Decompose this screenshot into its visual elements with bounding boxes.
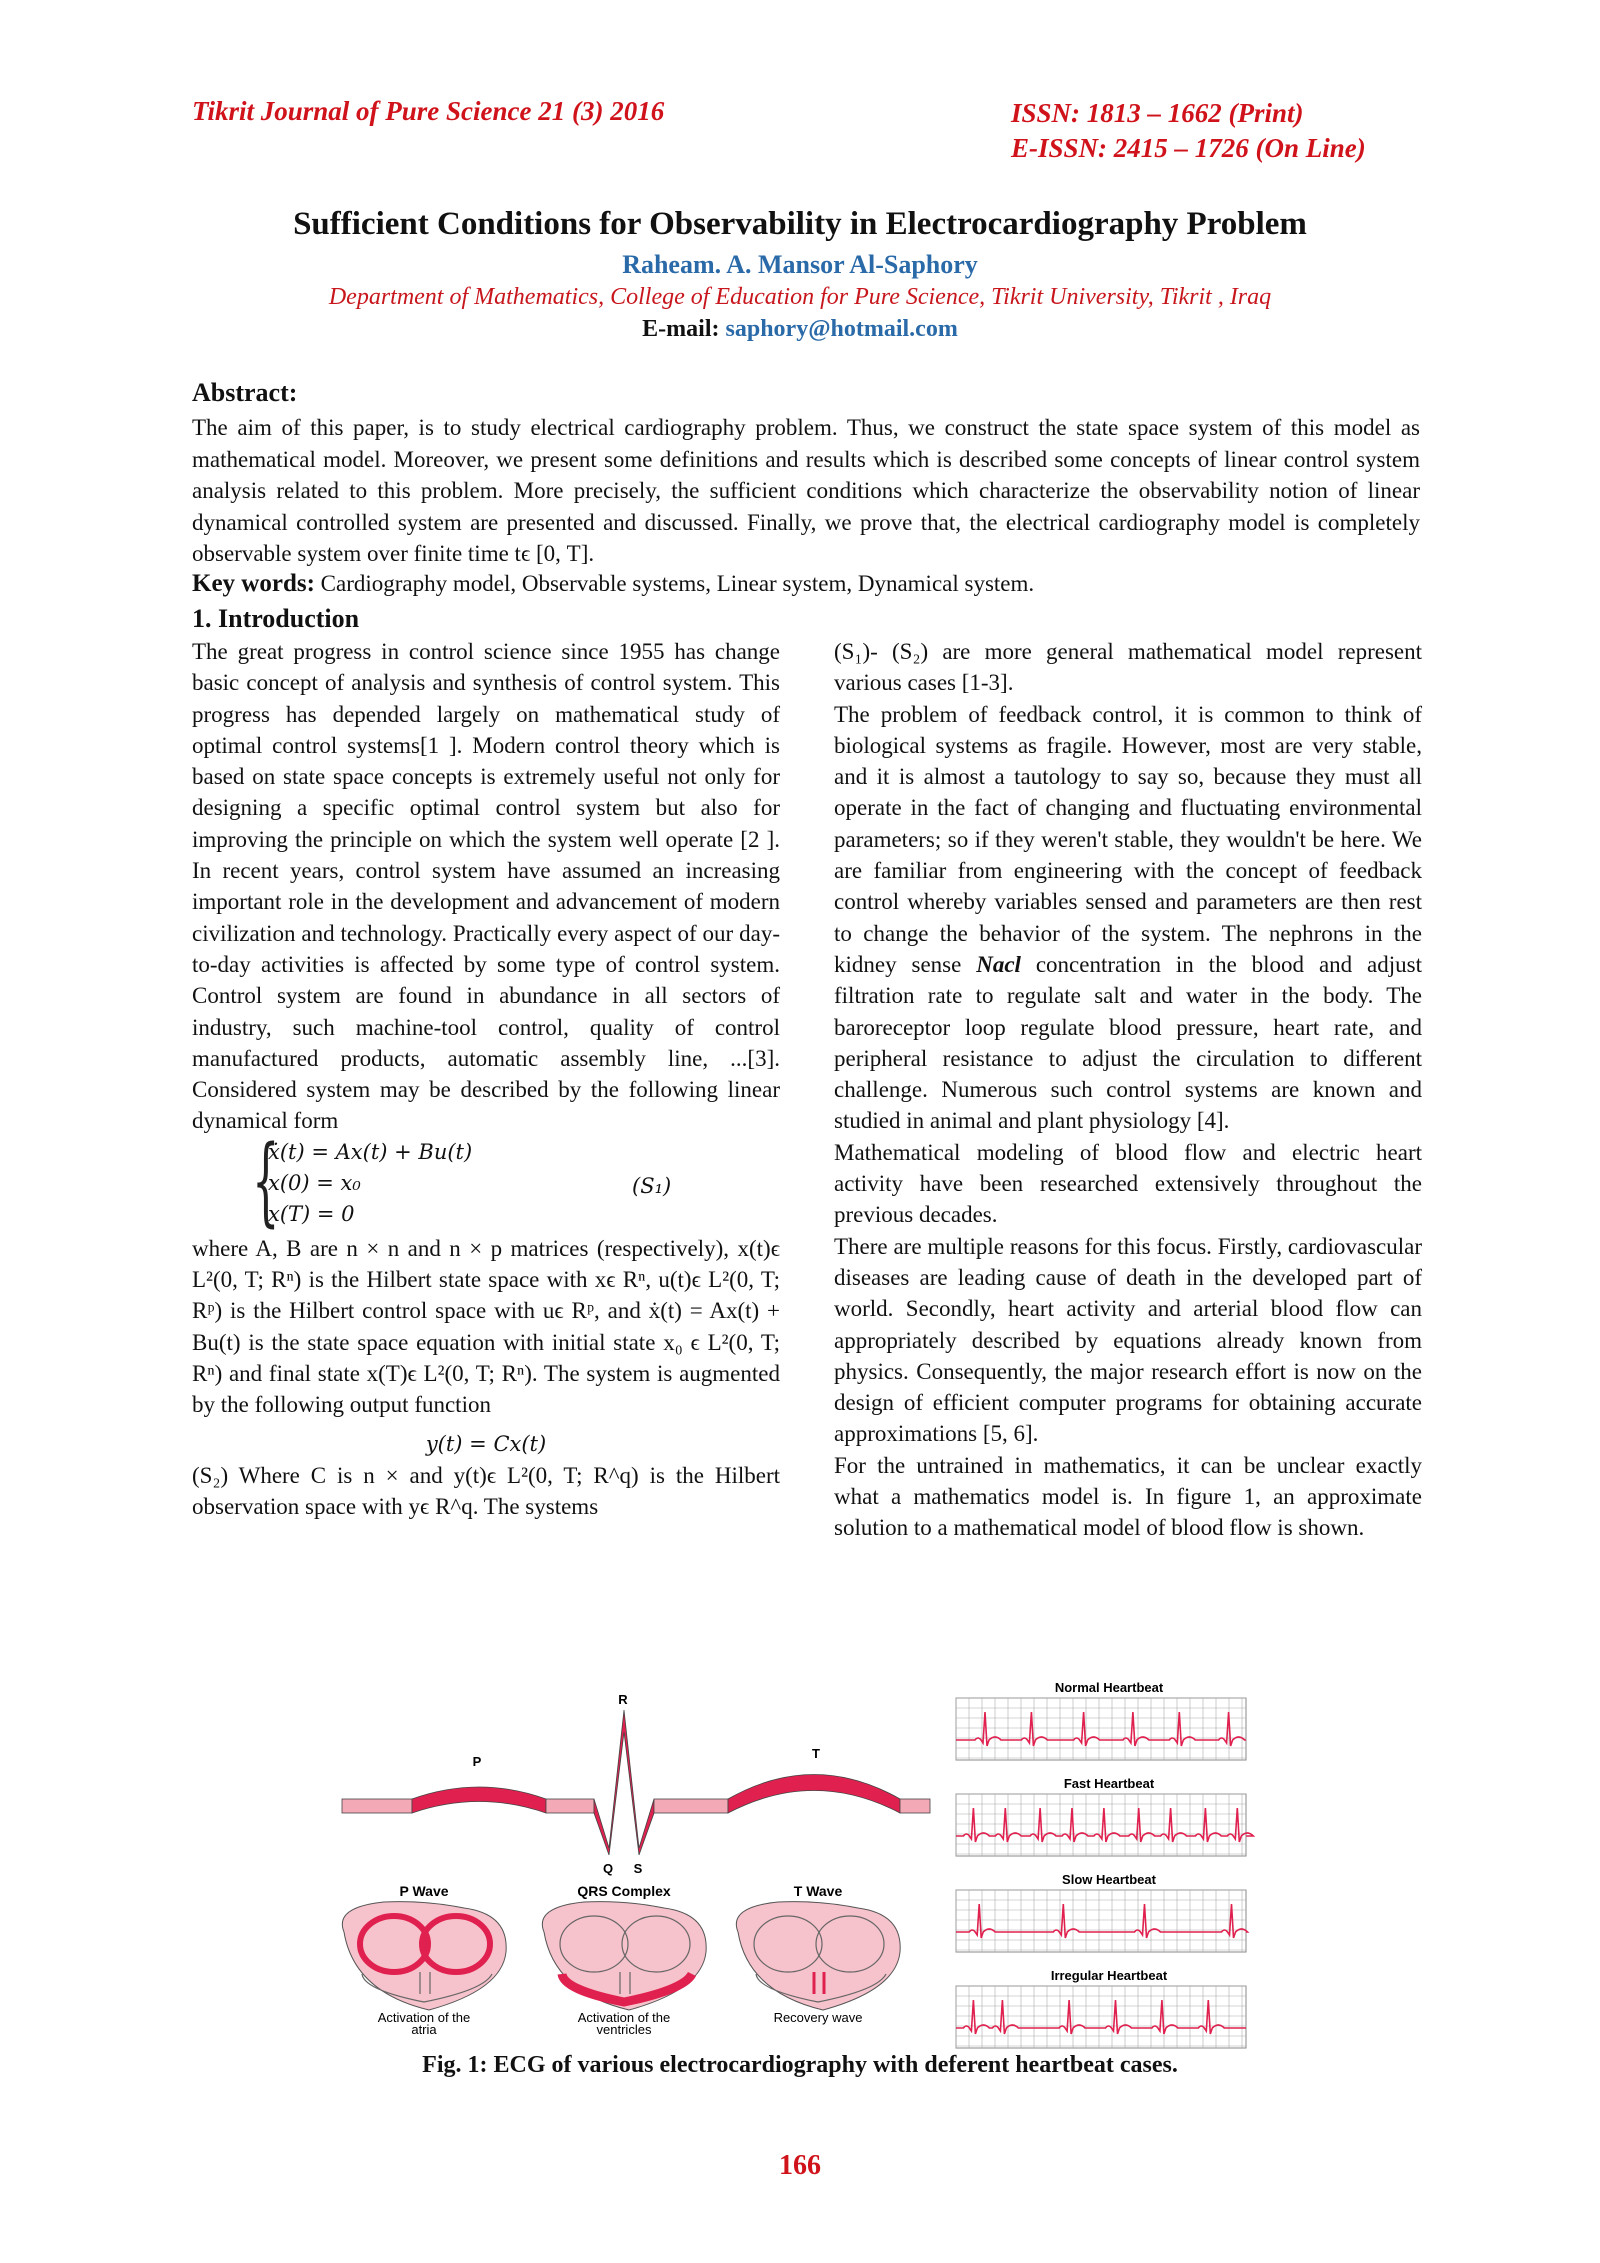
affiliation: Department of Mathematics, College of Education for Pure Science, Tikrit University, Tikrit , Iraq [328, 284, 1272, 310]
heart-caption: atria [411, 2022, 437, 2037]
heartbeat-strip [956, 1986, 1246, 2048]
baseline-segment [654, 1799, 728, 1813]
strip-title: Fast Heartbeat [1063, 1776, 1155, 1791]
heartbeat-strip [956, 1890, 1248, 1952]
abstract-heading: Abstract: [192, 378, 298, 407]
email-label: E-mail: [642, 316, 726, 342]
paragraph: (S₁)- (S₂) are more general mathematical model represent various cases [1-3]. [834, 639, 1422, 696]
strip-grid-frame [956, 1986, 1246, 2048]
right-column [834, 636, 1422, 1544]
wave-label-t: T [812, 1746, 820, 1761]
strip-title: Slow Heartbeat [1062, 1872, 1156, 1887]
abstract-text: The aim of this paper, is to study electrical cardiography problem. Thus, we construct the state space system of this model as mathematical model. Moreover, we present some definitions and results which is described some concepts of linear control system analysis related to this problem. More precisely, the sufficient conditions which characterize the observability notion of linear dynamical controlled system are presented and discussed. Finally, we prove that, the electrical cardiography model is completely observable system over finite time tϵ [0, T]. [192, 415, 1420, 566]
page-number: 166 [779, 2150, 821, 2181]
heart-diagram [542, 1902, 706, 2010]
baseline-segment [546, 1799, 594, 1813]
figure-caption: Fig. 1: ECG of various electrocardiography with deferent heartbeat cases. [422, 2052, 1178, 2078]
ecg-figure [334, 1680, 1274, 2050]
journal-name: Tikrit Journal of Pure Science 21 (3) 2016 [192, 96, 665, 126]
heart-diagram [342, 1902, 506, 2010]
p-wave-shape [412, 1787, 546, 1813]
output-equation: y(t) = Cx(t) [425, 1431, 547, 1456]
issn-online: E-ISSN: 2415 – 1726 (On Line) [1011, 133, 1366, 163]
text-run: The problem of feedback control, it is common to think of biological systems as fragile. However, most are very stable, and it is almost a tautology to say so, because they must all operate in the fact of changing and fluctuating environmental parameters; so if they weren't stable, they wouldn't be here. We are familiar from engineering with the concept of feedback control whereby variables sensed and parameters are then rest to change the behavior of the system. The nephrons in the kidney sense [834, 701, 1422, 977]
brace-symbol: { [252, 1124, 280, 1237]
paragraph: For the untrained in mathematics, it can be unclear exactly what a mathematics model is. In figure 1, an approximate solution to a mathematical model of blood flow is shown. [834, 1452, 1422, 1541]
heart-diagrams [342, 1902, 900, 2010]
paragraph: where A, B are n × n and n × p matrices (respectively), x(t)ϵ L²(0, T; Rⁿ) is the Hilbert state space with xϵ Rⁿ, u(t)ϵ L²(0, T; Rᵖ) is the Hilbert control space with uϵ Rᵖ, and ẋ(t) = Ax(t) + Bu(t) is the state space equation with initial state x₀ ϵ L²(0, T; Rⁿ) and final state x(T)ϵ L²(0, T; Rⁿ). The system is augmented by the following output function [192, 1235, 780, 1418]
strip-grid-frame [956, 1698, 1246, 1760]
strip-grid-frame [956, 1794, 1246, 1856]
section-heading-introduction: 1. Introduction [192, 604, 360, 633]
strip-title: Irregular Heartbeat [1050, 1968, 1168, 1983]
phase-title: T Wave [793, 1883, 843, 1899]
ecg-waveform [342, 1710, 930, 1855]
paragraph: Mathematical modeling of blood flow and electric heart activity have been researched extensively throughout the previous decades. [834, 1139, 1422, 1228]
paragraph: (S₂) Where C is n × and y(t)ϵ L²(0, T; R^q) is the Hilbert observation space with yϵ R^q. The systems [192, 1462, 780, 1520]
left-column [192, 636, 780, 1522]
keywords [192, 570, 1034, 598]
heart-caption: ventricles [596, 2022, 652, 2037]
email-line [0, 316, 1600, 343]
equation-line: ẋ(t) = Ax(t) + Bu(t) [268, 1139, 473, 1164]
wave-label-q: Q [602, 1861, 614, 1876]
paper-title: Sufficient Conditions for Observability in Electrocardiography Problem [293, 206, 1307, 242]
paragraph: There are multiple reasons for this focus. Firstly, cardiovascular diseases are leading cause of death in the developed part of world. Secondly, heart activity and arterial blood flow can appropriately described by equations already known from physics. Consequently, the major research effort is now on the design of efficient computer programs for obtaining accurate approximations [5, 6]. [834, 1233, 1422, 1447]
phase-title: QRS Complex [577, 1883, 671, 1899]
text-run: concentration in the blood and adjust filtration rate to regulate salt and water in the body. The baroreceptor loop regulate blood pressure, heart rate, and peripheral resistance to adjust the circulation to different challenge. Numerous such control systems are known and studied in animal and plant physiology [4]. [834, 951, 1422, 1134]
heart-caption: Activation of the [577, 2010, 671, 2025]
system-equation-s1 [252, 1124, 780, 1237]
t-wave-shape [728, 1775, 900, 1814]
heart-diagram [736, 1902, 900, 2010]
keywords-label: Key words: [192, 570, 315, 597]
wave-label-r: R [618, 1692, 628, 1707]
baseline-segment [342, 1799, 412, 1813]
heart-caption: Recovery wave [773, 2010, 863, 2025]
baseline-segment [900, 1799, 930, 1813]
equation-line: x(0) = x₀ [268, 1170, 361, 1195]
issn-print: ISSN: 1813 – 1662 (Print) [1011, 98, 1304, 128]
wave-label-s: S [633, 1861, 643, 1876]
paragraph [834, 699, 1422, 1137]
keywords-list: Cardiography model, Observable systems, Linear system, Dynamical system. [314, 571, 1035, 596]
email-link[interactable]: saphory@hotmail.com [725, 316, 958, 342]
author-name: Raheam. A. Mansor Al-Saphory [622, 250, 978, 279]
phase-title: P Wave [399, 1883, 449, 1899]
strip-grid-frame [956, 1890, 1246, 1952]
issn-block [1011, 96, 1366, 166]
equation-line: x(T) = 0 [268, 1201, 355, 1226]
strip-title: Normal Heartbeat [1054, 1680, 1164, 1695]
qrs-complex-shape [594, 1710, 654, 1855]
paragraph: The great progress in control science since 1955 has change basic concept of analysis and synthesis of control system. This progress has depended largely on mathematical study of optimal control systems[1 ]. Modern control theory which is based on state space concepts is extremely useful not only for designing a specific optimal control system but also for improving the principle on which the system well operate [2 ]. In recent years, control system have assumed an increasing important role in the development and advancement of modern civilization and technology. Practically every aspect of our day-to-day activities is affected by some type of control system. Control system are found in abundance in all sectors of industry, such machine-tool control, quality of control manufactured products, automatic assembly line, ...[3]. Considered system may be described by the following linear dynamical form [192, 639, 780, 1134]
heart-caption: Activation of the [377, 2010, 471, 2025]
chemical-term: Nacl [976, 951, 1021, 977]
equation-label: (S₁) [632, 1173, 672, 1198]
heartbeat-strip [956, 1698, 1246, 1760]
wave-label-p: P [472, 1754, 482, 1769]
heartbeat-strip [956, 1794, 1253, 1856]
